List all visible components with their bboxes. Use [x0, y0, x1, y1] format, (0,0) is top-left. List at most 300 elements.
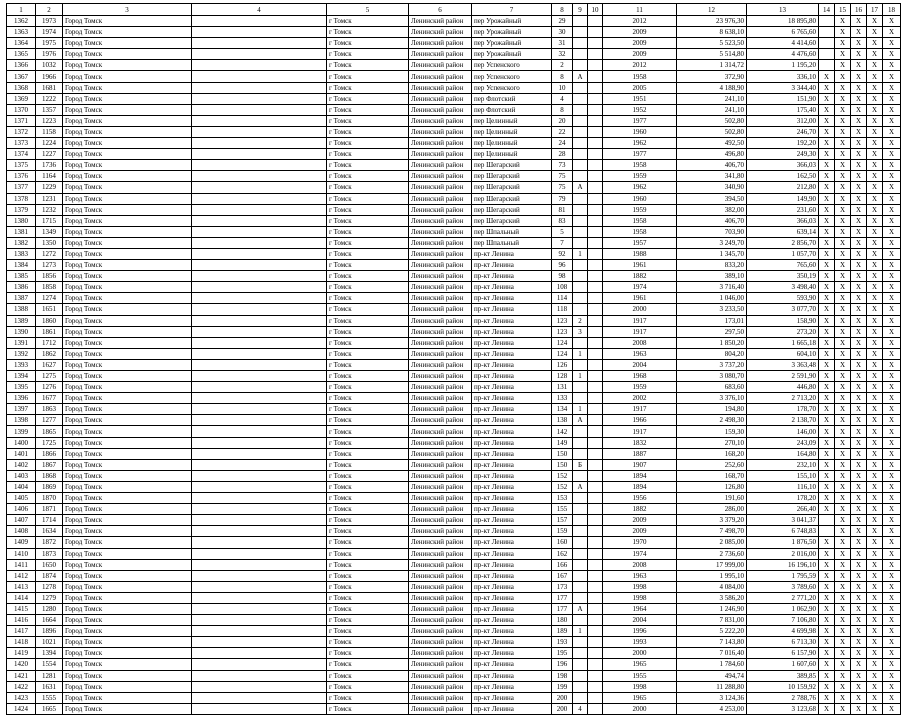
table-row: [7, 559, 901, 570]
table-row: [7, 282, 901, 293]
cell-total-area: 394,50: [677, 193, 747, 204]
cell-row-number: 1381: [7, 226, 36, 237]
cell-street: пр-кт Ленина: [472, 615, 552, 626]
cell-column-14: [819, 16, 835, 27]
cell-column-15: X: [835, 293, 851, 304]
cell-living-area: 4 699,98: [747, 626, 819, 637]
cell-row-number: 1397: [7, 404, 36, 415]
cell-district: Ленинский район: [409, 293, 472, 304]
cell-municipality: Город Томск: [63, 415, 192, 426]
cell-column-15: X: [835, 348, 851, 359]
table-row: [7, 526, 901, 537]
cell-total-area: 3 379,20: [677, 515, 747, 526]
cell-municipality: Город Томск: [63, 16, 192, 27]
cell-column-18: X: [883, 637, 901, 648]
table-row: [7, 337, 901, 348]
cell-column-10: [588, 559, 603, 570]
cell-object-code: 1712: [36, 337, 63, 348]
cell-municipality: Город Томск: [63, 681, 192, 692]
cell-living-area: 2 856,70: [747, 237, 819, 248]
column-header-11: 11: [603, 4, 677, 16]
column-header-1: 1: [7, 4, 36, 16]
cell-column-10: [588, 670, 603, 681]
cell-living-area: 2 771,20: [747, 592, 819, 603]
cell-street: пр-кт Ленина: [472, 404, 552, 415]
cell-year: 1962: [603, 182, 677, 193]
cell-column-4: [192, 149, 327, 160]
cell-column-14: X: [819, 670, 835, 681]
cell-column-10: [588, 470, 603, 481]
cell-year: 1960: [603, 126, 677, 137]
cell-column-17: X: [867, 459, 883, 470]
cell-total-area: 1 046,00: [677, 293, 747, 304]
cell-column-17: X: [867, 27, 883, 38]
cell-object-code: 1715: [36, 215, 63, 226]
cell-house-number: 166: [552, 559, 573, 570]
cell-locality: г Томск: [327, 60, 409, 71]
cell-object-code: 1634: [36, 526, 63, 537]
cell-column-16: X: [851, 171, 867, 182]
cell-column-18: X: [883, 559, 901, 570]
cell-locality: г Томск: [327, 304, 409, 315]
cell-column-15: X: [835, 581, 851, 592]
cell-year: 1959: [603, 204, 677, 215]
cell-column-17: X: [867, 226, 883, 237]
cell-total-area: 1 784,60: [677, 659, 747, 670]
cell-house-number: 28: [552, 149, 573, 160]
cell-year: 1970: [603, 537, 677, 548]
cell-column-15: X: [835, 82, 851, 93]
cell-district: Ленинский район: [409, 515, 472, 526]
cell-locality: г Томск: [327, 271, 409, 282]
cell-street: пер Урожайный: [472, 38, 552, 49]
cell-column-10: [588, 171, 603, 182]
cell-column-10: [588, 637, 603, 648]
cell-column-16: X: [851, 404, 867, 415]
cell-municipality: Город Томск: [63, 592, 192, 603]
cell-column-16: X: [851, 182, 867, 193]
cell-object-code: 1651: [36, 304, 63, 315]
cell-district: Ленинский район: [409, 60, 472, 71]
cell-column-16: X: [851, 337, 867, 348]
cell-street: пер Шпальный: [472, 237, 552, 248]
cell-column-14: X: [819, 470, 835, 481]
cell-column-18: X: [883, 237, 901, 248]
cell-column-15: X: [835, 315, 851, 326]
cell-municipality: Город Томск: [63, 559, 192, 570]
cell-letter: А: [573, 481, 588, 492]
cell-district: Ленинский район: [409, 326, 472, 337]
cell-letter: [573, 82, 588, 93]
cell-total-area: 1 850,20: [677, 337, 747, 348]
cell-living-area: 249,30: [747, 149, 819, 160]
cell-letter: [573, 138, 588, 149]
cell-letter: 1: [573, 404, 588, 415]
cell-house-number: 152: [552, 470, 573, 481]
cell-total-area: 168,20: [677, 448, 747, 459]
cell-house-number: 29: [552, 16, 573, 27]
cell-total-area: 496,80: [677, 149, 747, 160]
cell-house-number: 10: [552, 82, 573, 93]
table-row: [7, 548, 901, 559]
cell-locality: г Томск: [327, 659, 409, 670]
table-row: [7, 437, 901, 448]
cell-living-area: 2 591,90: [747, 371, 819, 382]
cell-row-number: 1377: [7, 182, 36, 193]
cell-row-number: 1391: [7, 337, 36, 348]
cell-column-18: X: [883, 115, 901, 126]
cell-total-area: 703,90: [677, 226, 747, 237]
cell-column-17: X: [867, 537, 883, 548]
cell-district: Ленинский район: [409, 16, 472, 27]
cell-column-10: [588, 481, 603, 492]
cell-street: пер Флотский: [472, 104, 552, 115]
cell-column-17: X: [867, 493, 883, 504]
cell-municipality: Город Томск: [63, 60, 192, 71]
cell-house-number: 31: [552, 38, 573, 49]
cell-column-17: X: [867, 282, 883, 293]
cell-house-number: 157: [552, 515, 573, 526]
cell-column-18: X: [883, 670, 901, 681]
cell-municipality: Город Томск: [63, 504, 192, 515]
cell-column-16: X: [851, 681, 867, 692]
cell-year: 2004: [603, 359, 677, 370]
cell-municipality: Город Томск: [63, 193, 192, 204]
cell-column-14: X: [819, 415, 835, 426]
cell-column-10: [588, 359, 603, 370]
cell-house-number: 8: [552, 104, 573, 115]
cell-municipality: Город Томск: [63, 182, 192, 193]
cell-street: пр-кт Ленина: [472, 681, 552, 692]
cell-column-15: X: [835, 626, 851, 637]
cell-house-number: 198: [552, 670, 573, 681]
document-sheet: [6, 3, 896, 715]
cell-column-10: [588, 581, 603, 592]
cell-object-code: 1862: [36, 348, 63, 359]
cell-row-number: 1413: [7, 581, 36, 592]
cell-year: 2009: [603, 49, 677, 60]
table-row: [7, 115, 901, 126]
cell-column-4: [192, 637, 327, 648]
cell-street: пр-кт Ленина: [472, 260, 552, 271]
cell-street: пер Флотский: [472, 93, 552, 104]
cell-column-14: X: [819, 371, 835, 382]
cell-column-14: X: [819, 348, 835, 359]
table-row: [7, 592, 901, 603]
cell-total-area: 1 345,70: [677, 248, 747, 259]
cell-district: Ленинский район: [409, 359, 472, 370]
cell-house-number: 195: [552, 648, 573, 659]
cell-municipality: Город Томск: [63, 82, 192, 93]
cell-column-17: X: [867, 16, 883, 27]
table-row: [7, 160, 901, 171]
cell-column-17: X: [867, 104, 883, 115]
cell-column-16: X: [851, 359, 867, 370]
cell-year: 2008: [603, 559, 677, 570]
cell-district: Ленинский район: [409, 637, 472, 648]
cell-column-18: X: [883, 570, 901, 581]
cell-column-4: [192, 237, 327, 248]
table-row: [7, 481, 901, 492]
cell-column-16: X: [851, 237, 867, 248]
cell-district: Ленинский район: [409, 526, 472, 537]
cell-column-15: X: [835, 637, 851, 648]
cell-column-15: X: [835, 27, 851, 38]
table-row: [7, 493, 901, 504]
cell-column-18: X: [883, 692, 901, 703]
cell-object-code: 1896: [36, 626, 63, 637]
table-row: [7, 149, 901, 160]
cell-column-18: X: [883, 659, 901, 670]
cell-letter: [573, 49, 588, 60]
cell-column-4: [192, 526, 327, 537]
cell-column-14: X: [819, 448, 835, 459]
cell-column-4: [192, 448, 327, 459]
cell-column-4: [192, 271, 327, 282]
cell-municipality: Город Томск: [63, 626, 192, 637]
cell-column-15: X: [835, 226, 851, 237]
cell-house-number: 200: [552, 703, 573, 714]
cell-column-18: X: [883, 248, 901, 259]
cell-letter: [573, 648, 588, 659]
table-row: [7, 681, 901, 692]
table-row: [7, 504, 901, 515]
cell-municipality: Город Томск: [63, 348, 192, 359]
cell-letter: [573, 237, 588, 248]
cell-column-10: [588, 415, 603, 426]
cell-column-10: [588, 459, 603, 470]
cell-municipality: Город Томск: [63, 382, 192, 393]
cell-house-number: 96: [552, 260, 573, 271]
cell-column-18: X: [883, 359, 901, 370]
cell-column-17: X: [867, 548, 883, 559]
cell-house-number: 24: [552, 138, 573, 149]
cell-column-16: X: [851, 515, 867, 526]
cell-column-10: [588, 16, 603, 27]
table-row: [7, 304, 901, 315]
cell-column-15: X: [835, 592, 851, 603]
cell-street: пр-кт Ленина: [472, 603, 552, 614]
cell-column-14: X: [819, 171, 835, 182]
cell-municipality: Город Томск: [63, 548, 192, 559]
cell-house-number: 138: [552, 415, 573, 426]
table-row: [7, 204, 901, 215]
table-body: [7, 16, 901, 715]
table-row: [7, 171, 901, 182]
cell-living-area: 2 713,20: [747, 393, 819, 404]
cell-letter: 3: [573, 326, 588, 337]
cell-column-10: [588, 38, 603, 49]
cell-total-area: 11 288,80: [677, 681, 747, 692]
cell-column-4: [192, 648, 327, 659]
cell-locality: г Томск: [327, 138, 409, 149]
cell-house-number: 180: [552, 615, 573, 626]
cell-column-10: [588, 626, 603, 637]
cell-column-10: [588, 537, 603, 548]
cell-year: 1998: [603, 581, 677, 592]
cell-object-code: 1231: [36, 193, 63, 204]
table-row: [7, 570, 901, 581]
cell-letter: 1: [573, 348, 588, 359]
cell-column-17: X: [867, 293, 883, 304]
cell-row-number: 1362: [7, 16, 36, 27]
cell-municipality: Город Томск: [63, 138, 192, 149]
cell-row-number: 1378: [7, 193, 36, 204]
cell-object-code: 1158: [36, 126, 63, 137]
cell-house-number: 8: [552, 71, 573, 82]
cell-column-16: X: [851, 592, 867, 603]
cell-column-15: X: [835, 171, 851, 182]
cell-letter: [573, 448, 588, 459]
cell-total-area: 1 995,10: [677, 570, 747, 581]
cell-object-code: 1229: [36, 182, 63, 193]
cell-total-area: 502,80: [677, 126, 747, 137]
cell-column-10: [588, 548, 603, 559]
cell-street: пр-кт Ленина: [472, 470, 552, 481]
cell-street: пр-кт Ленина: [472, 371, 552, 382]
cell-column-17: X: [867, 559, 883, 570]
cell-street: пр-кт Ленина: [472, 459, 552, 470]
cell-street: пр-кт Ленина: [472, 326, 552, 337]
cell-column-4: [192, 692, 327, 703]
cell-letter: [573, 526, 588, 537]
cell-column-18: X: [883, 27, 901, 38]
cell-locality: г Томск: [327, 481, 409, 492]
cell-total-area: 7 498,70: [677, 526, 747, 537]
cell-column-10: [588, 182, 603, 193]
cell-column-16: X: [851, 371, 867, 382]
cell-column-14: X: [819, 337, 835, 348]
cell-column-14: X: [819, 626, 835, 637]
cell-column-10: [588, 570, 603, 581]
column-header-16: 16: [851, 4, 867, 16]
cell-column-17: X: [867, 359, 883, 370]
cell-year: 1977: [603, 115, 677, 126]
cell-column-14: X: [819, 193, 835, 204]
cell-column-16: X: [851, 382, 867, 393]
cell-house-number: 150: [552, 448, 573, 459]
cell-district: Ленинский район: [409, 104, 472, 115]
cell-column-14: X: [819, 160, 835, 171]
cell-living-area: 18 895,80: [747, 16, 819, 27]
cell-row-number: 1367: [7, 71, 36, 82]
cell-column-18: X: [883, 315, 901, 326]
cell-column-10: [588, 104, 603, 115]
cell-locality: г Томск: [327, 337, 409, 348]
cell-row-number: 1379: [7, 204, 36, 215]
cell-letter: А: [573, 603, 588, 614]
cell-district: Ленинский район: [409, 182, 472, 193]
cell-row-number: 1376: [7, 171, 36, 182]
cell-column-4: [192, 204, 327, 215]
cell-column-17: X: [867, 448, 883, 459]
cell-column-4: [192, 581, 327, 592]
cell-column-18: X: [883, 215, 901, 226]
cell-total-area: 833,20: [677, 260, 747, 271]
cell-column-18: X: [883, 149, 901, 160]
cell-year: 2002: [603, 393, 677, 404]
cell-street: пр-кт Ленина: [472, 648, 552, 659]
cell-row-number: 1407: [7, 515, 36, 526]
cell-column-16: X: [851, 282, 867, 293]
cell-row-number: 1394: [7, 371, 36, 382]
cell-column-15: X: [835, 104, 851, 115]
cell-column-17: X: [867, 592, 883, 603]
cell-column-15: X: [835, 659, 851, 670]
cell-object-code: 1277: [36, 415, 63, 426]
cell-column-14: X: [819, 71, 835, 82]
cell-column-17: X: [867, 215, 883, 226]
cell-column-15: X: [835, 404, 851, 415]
cell-column-14: X: [819, 692, 835, 703]
cell-row-number: 1424: [7, 703, 36, 714]
cell-locality: г Томск: [327, 681, 409, 692]
cell-living-area: 10 159,92: [747, 681, 819, 692]
cell-municipality: Город Томск: [63, 315, 192, 326]
cell-locality: г Томск: [327, 248, 409, 259]
cell-column-18: X: [883, 293, 901, 304]
cell-row-number: 1418: [7, 637, 36, 648]
cell-total-area: 4 253,00: [677, 703, 747, 714]
cell-column-16: X: [851, 393, 867, 404]
cell-district: Ленинский район: [409, 548, 472, 559]
cell-total-area: 191,60: [677, 493, 747, 504]
cell-municipality: Город Томск: [63, 459, 192, 470]
cell-row-number: 1374: [7, 149, 36, 160]
cell-column-4: [192, 371, 327, 382]
cell-column-17: X: [867, 315, 883, 326]
cell-municipality: Город Томск: [63, 171, 192, 182]
cell-column-14: X: [819, 104, 835, 115]
cell-year: 1965: [603, 692, 677, 703]
cell-living-area: 3 041,37: [747, 515, 819, 526]
cell-column-10: [588, 348, 603, 359]
cell-object-code: 1870: [36, 493, 63, 504]
cell-district: Ленинский район: [409, 504, 472, 515]
cell-object-code: 1394: [36, 648, 63, 659]
cell-letter: [573, 27, 588, 38]
cell-locality: г Томск: [327, 637, 409, 648]
cell-house-number: 32: [552, 49, 573, 60]
cell-district: Ленинский район: [409, 426, 472, 437]
cell-total-area: 4 084,00: [677, 581, 747, 592]
cell-district: Ленинский район: [409, 404, 472, 415]
cell-letter: [573, 16, 588, 27]
cell-column-18: X: [883, 681, 901, 692]
cell-municipality: Город Томск: [63, 115, 192, 126]
cell-living-area: 146,00: [747, 426, 819, 437]
cell-column-14: X: [819, 603, 835, 614]
cell-total-area: 241,10: [677, 104, 747, 115]
cell-street: пр-кт Ленина: [472, 692, 552, 703]
cell-locality: г Томск: [327, 526, 409, 537]
cell-house-number: 128: [552, 371, 573, 382]
cell-column-15: X: [835, 393, 851, 404]
cell-letter: [573, 193, 588, 204]
cell-year: 1887: [603, 448, 677, 459]
cell-object-code: 1677: [36, 393, 63, 404]
cell-column-14: X: [819, 393, 835, 404]
cell-district: Ленинский район: [409, 271, 472, 282]
cell-column-15: X: [835, 16, 851, 27]
cell-column-10: [588, 404, 603, 415]
cell-column-17: X: [867, 193, 883, 204]
cell-column-14: X: [819, 493, 835, 504]
cell-object-code: 1276: [36, 382, 63, 393]
cell-house-number: 73: [552, 160, 573, 171]
table-row: [7, 193, 901, 204]
cell-column-16: X: [851, 659, 867, 670]
